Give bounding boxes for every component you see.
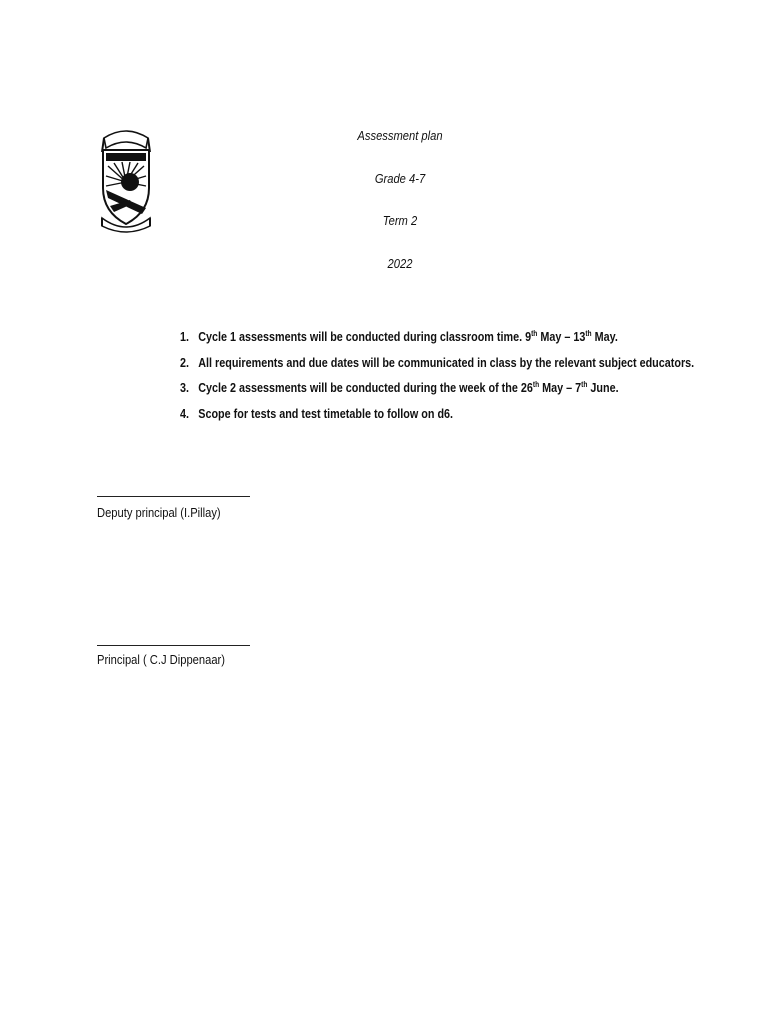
principal-label: Principal ( C.J Dippenaar) — [97, 652, 226, 667]
item-text: May – 7 — [539, 380, 582, 395]
item-text: June. — [587, 380, 619, 395]
list-number: 1. — [180, 329, 190, 344]
item-text: Cycle 2 assessments will be conducted during the week of the 26 — [198, 380, 533, 395]
item-text: May. — [591, 329, 618, 344]
term-label: Term 2 — [382, 213, 418, 228]
item-text: Cycle 1 assessments will be conducted during classroom time. 9 — [198, 329, 532, 344]
list-number: 4. — [180, 405, 190, 421]
list-item — [180, 324, 645, 350]
list-number: 2. — [180, 354, 190, 370]
grade-label: Grade 4-7 — [374, 171, 426, 186]
school-crest-icon — [100, 126, 152, 234]
page-title: Assessment plan — [357, 128, 443, 143]
list-item — [180, 350, 695, 376]
assessment-list — [180, 324, 740, 426]
superscript: th — [531, 329, 538, 338]
superscript: th — [532, 380, 540, 389]
signature-line — [97, 645, 250, 646]
deputy-principal-label: Deputy principal (I.Pillay) — [97, 505, 221, 520]
list-item — [180, 375, 645, 401]
item-text: Scope for tests and test timetable to follow on d6. — [198, 405, 454, 421]
item-text: May – 13 — [537, 329, 586, 344]
year-label: 2022 — [387, 256, 413, 271]
superscript: th — [585, 329, 592, 338]
list-number: 3. — [180, 380, 190, 395]
signature-line — [97, 496, 250, 497]
superscript: th — [581, 380, 588, 389]
list-item — [180, 401, 645, 427]
item-text: All requirements and due dates will be communicated in class by the relevant subject educators. — [198, 354, 695, 370]
